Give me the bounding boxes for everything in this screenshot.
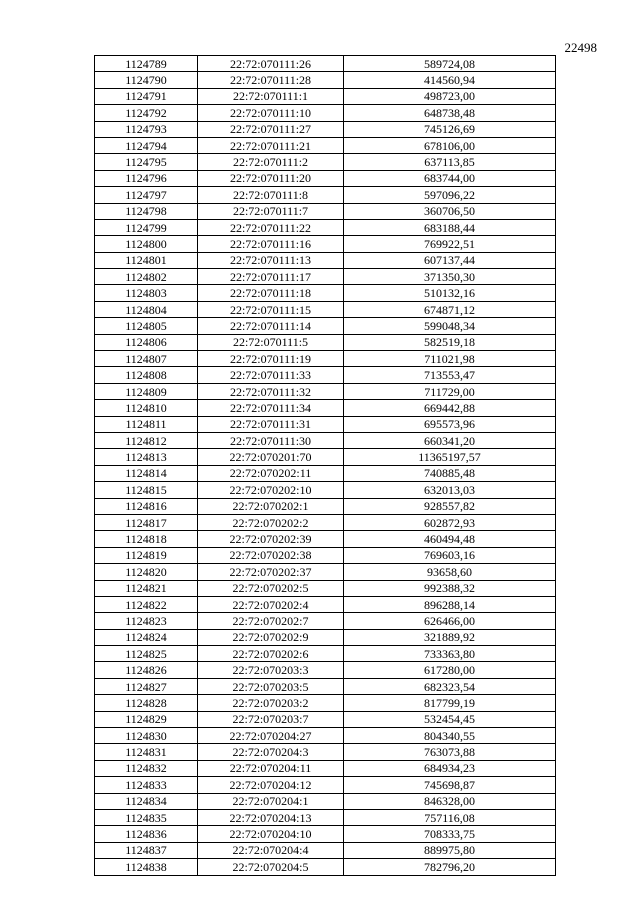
table-row	[95, 842, 556, 858]
table-row	[95, 678, 556, 694]
cadastral-number-cell: 22:72:070111:22	[198, 219, 344, 235]
value-cell: 733363,80	[344, 646, 556, 662]
value-cell: 713553,47	[344, 367, 556, 383]
value-cell: 93658,60	[344, 564, 556, 580]
record-number-cell: 1124821	[95, 580, 198, 596]
table-row	[95, 432, 556, 448]
cadastral-number-cell: 22:72:070111:33	[198, 367, 344, 383]
table-row	[95, 318, 556, 334]
record-number-cell: 1124801	[95, 252, 198, 268]
cadastral-number-cell: 22:72:070203:3	[198, 662, 344, 678]
cadastral-number-cell: 22:72:070202:9	[198, 629, 344, 645]
value-cell: 321889,92	[344, 629, 556, 645]
cadastral-number-cell: 22:72:070204:3	[198, 744, 344, 760]
table-row	[95, 416, 556, 432]
value-cell: 763073,88	[344, 744, 556, 760]
value-cell: 683188,44	[344, 219, 556, 235]
cadastral-number-cell: 22:72:070204:13	[198, 809, 344, 825]
table-row	[95, 170, 556, 186]
cadastral-number-cell: 22:72:070111:14	[198, 318, 344, 334]
record-number-cell: 1124794	[95, 137, 198, 153]
record-number-cell: 1124818	[95, 531, 198, 547]
cadastral-number-cell: 22:72:070204:10	[198, 826, 344, 842]
record-number-cell: 1124790	[95, 72, 198, 88]
value-cell: 711729,00	[344, 383, 556, 399]
record-number-cell: 1124827	[95, 678, 198, 694]
record-number-cell: 1124816	[95, 498, 198, 514]
value-cell: 711021,98	[344, 351, 556, 367]
record-number-cell: 1124809	[95, 383, 198, 399]
table-row	[95, 269, 556, 285]
record-number-cell: 1124829	[95, 711, 198, 727]
data-table	[94, 55, 556, 876]
table-row	[95, 105, 556, 121]
table-row	[95, 154, 556, 170]
value-cell: 684934,23	[344, 760, 556, 776]
value-cell: 360706,50	[344, 203, 556, 219]
table-body	[95, 56, 556, 876]
cadastral-number-cell: 22:72:070111:21	[198, 137, 344, 153]
value-cell: 637113,85	[344, 154, 556, 170]
table-row	[95, 531, 556, 547]
cadastral-number-cell: 22:72:070111:30	[198, 432, 344, 448]
record-number-cell: 1124820	[95, 564, 198, 580]
record-number-cell: 1124812	[95, 432, 198, 448]
cadastral-number-cell: 22:72:070111:20	[198, 170, 344, 186]
cadastral-number-cell: 22:72:070111:28	[198, 72, 344, 88]
record-number-cell: 1124805	[95, 318, 198, 334]
table-row	[95, 236, 556, 252]
table-row	[95, 219, 556, 235]
cadastral-number-cell: 22:72:070204:27	[198, 728, 344, 744]
record-number-cell: 1124804	[95, 301, 198, 317]
table-row	[95, 695, 556, 711]
table-row	[95, 744, 556, 760]
table-row	[95, 285, 556, 301]
value-cell: 660341,20	[344, 432, 556, 448]
table-row	[95, 613, 556, 629]
record-number-cell: 1124798	[95, 203, 198, 219]
cadastral-number-cell: 22:72:070202:6	[198, 646, 344, 662]
record-number-cell: 1124813	[95, 449, 198, 465]
record-number-cell: 1124814	[95, 465, 198, 481]
value-cell: 678106,00	[344, 137, 556, 153]
value-cell: 740885,48	[344, 465, 556, 481]
value-cell: 769922,51	[344, 236, 556, 252]
value-cell: 669442,88	[344, 400, 556, 416]
record-number-cell: 1124833	[95, 777, 198, 793]
record-number-cell: 1124838	[95, 859, 198, 875]
value-cell: 889975,80	[344, 842, 556, 858]
table-row	[95, 564, 556, 580]
cadastral-number-cell: 22:72:070204:4	[198, 842, 344, 858]
value-cell: 757116,08	[344, 809, 556, 825]
cadastral-number-cell: 22:72:070111:17	[198, 269, 344, 285]
cadastral-number-cell: 22:72:070202:38	[198, 547, 344, 563]
record-number-cell: 1124802	[95, 269, 198, 285]
value-cell: 617280,00	[344, 662, 556, 678]
table-row	[95, 826, 556, 842]
record-number-cell: 1124830	[95, 728, 198, 744]
cadastral-number-cell: 22:72:070111:34	[198, 400, 344, 416]
cadastral-number-cell: 22:72:070111:10	[198, 105, 344, 121]
cadastral-number-cell: 22:72:070111:32	[198, 383, 344, 399]
value-cell: 414560,94	[344, 72, 556, 88]
page-number: 22498	[564, 40, 597, 55]
table-row	[95, 547, 556, 563]
record-number-cell: 1124832	[95, 760, 198, 776]
record-number-cell: 1124807	[95, 351, 198, 367]
record-number-cell: 1124824	[95, 629, 198, 645]
table-row	[95, 334, 556, 350]
cadastral-number-cell: 22:72:070111:5	[198, 334, 344, 350]
value-cell: 599048,34	[344, 318, 556, 334]
cadastral-number-cell: 22:72:070111:19	[198, 351, 344, 367]
table-row	[95, 793, 556, 809]
value-cell: 498723,00	[344, 88, 556, 104]
record-number-cell: 1124823	[95, 613, 198, 629]
table-row	[95, 56, 556, 72]
table-row	[95, 514, 556, 530]
table-row	[95, 383, 556, 399]
cadastral-number-cell: 22:72:070202:39	[198, 531, 344, 547]
value-cell: 11365197,57	[344, 449, 556, 465]
value-cell: 532454,45	[344, 711, 556, 727]
value-cell: 896288,14	[344, 596, 556, 612]
record-number-cell: 1124815	[95, 482, 198, 498]
value-cell: 602872,93	[344, 514, 556, 530]
table-row	[95, 777, 556, 793]
table-row	[95, 121, 556, 137]
cadastral-number-cell: 22:72:070111:13	[198, 252, 344, 268]
value-cell: 371350,30	[344, 269, 556, 285]
cadastral-number-cell: 22:72:070111:26	[198, 56, 344, 72]
value-cell: 589724,08	[344, 56, 556, 72]
cadastral-number-cell: 22:72:070203:5	[198, 678, 344, 694]
cadastral-number-cell: 22:72:070111:8	[198, 187, 344, 203]
table-row	[95, 72, 556, 88]
cadastral-number-cell: 22:72:070111:1	[198, 88, 344, 104]
record-number-cell: 1124811	[95, 416, 198, 432]
table-row	[95, 351, 556, 367]
table-row	[95, 809, 556, 825]
value-cell: 683744,00	[344, 170, 556, 186]
cadastral-number-cell: 22:72:070202:10	[198, 482, 344, 498]
value-cell: 846328,00	[344, 793, 556, 809]
value-cell: 582519,18	[344, 334, 556, 350]
record-number-cell: 1124808	[95, 367, 198, 383]
table-row	[95, 629, 556, 645]
value-cell: 695573,96	[344, 416, 556, 432]
cadastral-number-cell: 22:72:070204:5	[198, 859, 344, 875]
value-cell: 597096,22	[344, 187, 556, 203]
value-cell: 510132,16	[344, 285, 556, 301]
cadastral-number-cell: 22:72:070202:37	[198, 564, 344, 580]
record-number-cell: 1124836	[95, 826, 198, 842]
value-cell: 626466,00	[344, 613, 556, 629]
table-row	[95, 498, 556, 514]
record-number-cell: 1124791	[95, 88, 198, 104]
cadastral-number-cell: 22:72:070111:15	[198, 301, 344, 317]
value-cell: 648738,48	[344, 105, 556, 121]
value-cell: 460494,48	[344, 531, 556, 547]
table-row	[95, 711, 556, 727]
value-cell: 769603,16	[344, 547, 556, 563]
table-row	[95, 859, 556, 875]
value-cell: 745126,69	[344, 121, 556, 137]
record-number-cell: 1124837	[95, 842, 198, 858]
record-number-cell: 1124799	[95, 219, 198, 235]
cadastral-number-cell: 22:72:070202:2	[198, 514, 344, 530]
record-number-cell: 1124831	[95, 744, 198, 760]
value-cell: 782796,20	[344, 859, 556, 875]
cadastral-number-cell: 22:72:070111:18	[198, 285, 344, 301]
cadastral-number-cell: 22:72:070202:11	[198, 465, 344, 481]
record-number-cell: 1124825	[95, 646, 198, 662]
table-row	[95, 203, 556, 219]
record-number-cell: 1124793	[95, 121, 198, 137]
cadastral-number-cell: 22:72:070204:12	[198, 777, 344, 793]
record-number-cell: 1124835	[95, 809, 198, 825]
table-row	[95, 728, 556, 744]
record-number-cell: 1124796	[95, 170, 198, 186]
value-cell: 745698,87	[344, 777, 556, 793]
value-cell: 817799,19	[344, 695, 556, 711]
value-cell: 804340,55	[344, 728, 556, 744]
cadastral-number-cell: 22:72:070111:16	[198, 236, 344, 252]
record-number-cell: 1124800	[95, 236, 198, 252]
table-row	[95, 662, 556, 678]
value-cell: 708333,75	[344, 826, 556, 842]
value-cell: 928557,82	[344, 498, 556, 514]
table-row	[95, 482, 556, 498]
record-number-cell: 1124817	[95, 514, 198, 530]
record-number-cell: 1124826	[95, 662, 198, 678]
table-row	[95, 760, 556, 776]
cadastral-number-cell: 22:72:070202:1	[198, 498, 344, 514]
table-row	[95, 465, 556, 481]
cadastral-number-cell: 22:72:070202:4	[198, 596, 344, 612]
table-row	[95, 301, 556, 317]
table-row	[95, 367, 556, 383]
cadastral-number-cell: 22:72:070202:7	[198, 613, 344, 629]
record-number-cell: 1124803	[95, 285, 198, 301]
table-row	[95, 646, 556, 662]
table-row	[95, 580, 556, 596]
cadastral-number-cell: 22:72:070201:70	[198, 449, 344, 465]
cadastral-number-cell: 22:72:070202:5	[198, 580, 344, 596]
cadastral-number-cell: 22:72:070203:2	[198, 695, 344, 711]
cadastral-number-cell: 22:72:070111:27	[198, 121, 344, 137]
record-number-cell: 1124797	[95, 187, 198, 203]
cadastral-number-cell: 22:72:070111:7	[198, 203, 344, 219]
record-number-cell: 1124810	[95, 400, 198, 416]
cadastral-number-cell: 22:72:070203:7	[198, 711, 344, 727]
value-cell: 682323,54	[344, 678, 556, 694]
cadastral-number-cell: 22:72:070204:1	[198, 793, 344, 809]
record-number-cell: 1124822	[95, 596, 198, 612]
record-number-cell: 1124795	[95, 154, 198, 170]
value-cell: 992388,32	[344, 580, 556, 596]
record-number-cell: 1124819	[95, 547, 198, 563]
value-cell: 674871,12	[344, 301, 556, 317]
table-row	[95, 137, 556, 153]
table-row	[95, 596, 556, 612]
record-number-cell: 1124828	[95, 695, 198, 711]
cadastral-number-cell: 22:72:070111:31	[198, 416, 344, 432]
record-number-cell: 1124792	[95, 105, 198, 121]
cadastral-number-cell: 22:72:070111:2	[198, 154, 344, 170]
value-cell: 607137,44	[344, 252, 556, 268]
record-number-cell: 1124834	[95, 793, 198, 809]
table-row	[95, 252, 556, 268]
table-row	[95, 449, 556, 465]
record-number-cell: 1124806	[95, 334, 198, 350]
table-row	[95, 187, 556, 203]
table-row	[95, 400, 556, 416]
value-cell: 632013,03	[344, 482, 556, 498]
cadastral-number-cell: 22:72:070204:11	[198, 760, 344, 776]
table-row	[95, 88, 556, 104]
record-number-cell: 1124789	[95, 56, 198, 72]
